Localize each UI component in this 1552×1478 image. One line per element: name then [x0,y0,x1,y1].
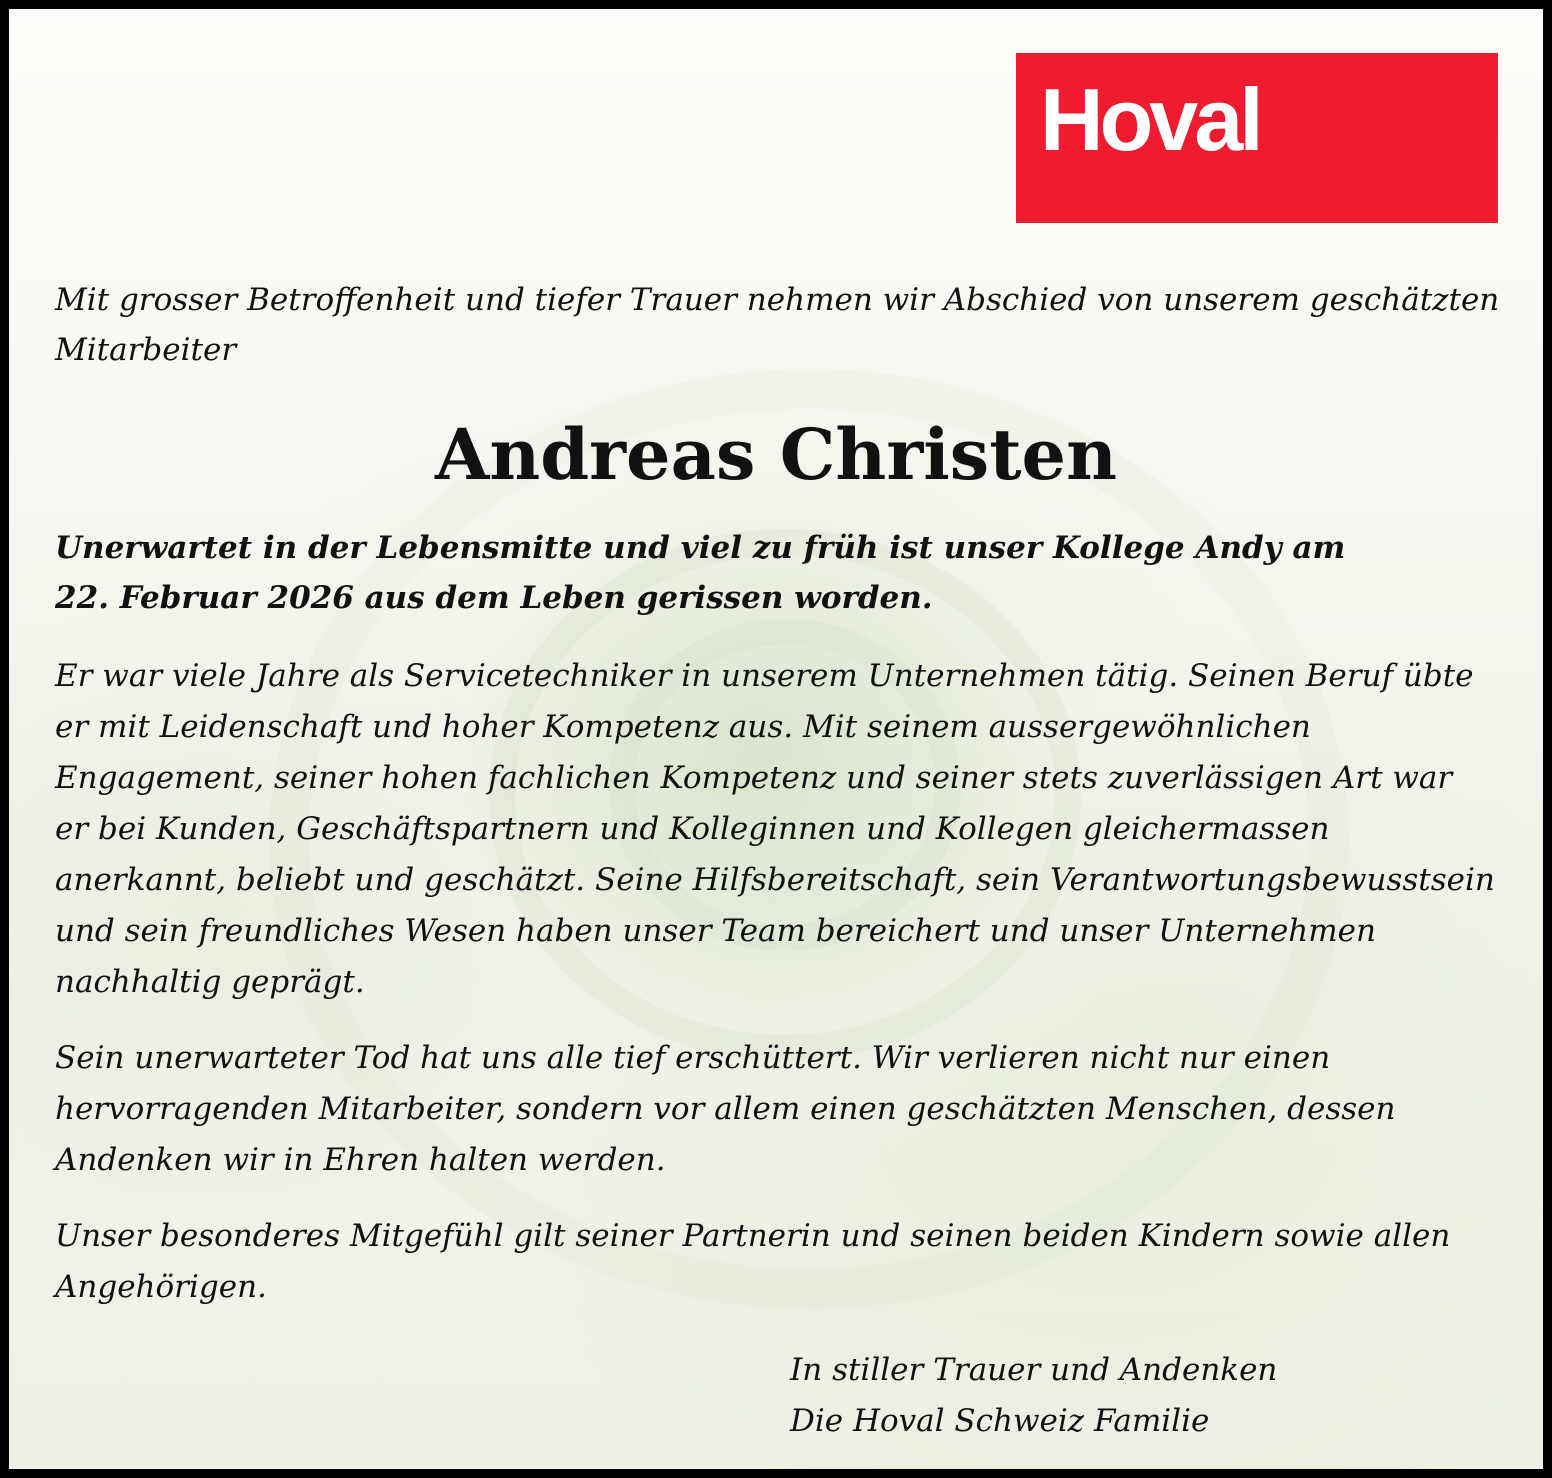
paragraph-line: Unser besonderes Mitgefühl gilt seiner Partnerin und seinen beiden Kindern sowie allen [55,1218,1451,1254]
signature-line: Die Hoval Schweiz Familie [790,1403,1210,1439]
paragraph-line: Sein unerwarteter Tod hat uns alle tief erschüttert. Wir verlieren nicht nur einen [55,1040,1331,1076]
paragraph-line: hervorragenden Mitarbeiter, sondern vor allem einen geschätzten Menschen, dessen [55,1091,1396,1127]
paragraph-line: Er war viele Jahre als Servicetechniker in unserem Unternehmen tätig. Seinen Beruf übte [55,658,1474,694]
signature [790,1345,1510,1447]
lead-line: 22. Februar 2026 aus dem Leben gerissen worden. [55,580,933,616]
paragraph-line: Engagement, seiner hohen fachlichen Kompetenz und seiner stets zuverlässigen Art war [55,760,1453,796]
paragraph-line: nachhaltig geprägt. [55,964,365,1000]
lead-text [55,523,1515,623]
paragraph-line: Angehörigen. [55,1269,267,1305]
paragraph-line: er mit Leidenschaft und hoher Kompetenz aus. Mit seinem aussergewöhnlichen [55,709,1311,745]
deceased-name: Andreas Christen [435,413,1117,496]
paragraph-line: Andenken wir in Ehren halten werden. [55,1142,666,1178]
intro-line: Mitarbeiter [55,332,237,368]
paragraph-line: anerkannt, beliebt und geschätzt. Seine Hilfsbereitschaft, sein Verantwortungsbewusstsein [55,862,1495,898]
lead-line: Unerwartet in der Lebensmitte und viel zu früh ist unser Kollege Andy am [55,530,1346,566]
paragraph-grief [55,1033,1515,1186]
hoval-logo-text: Hoval [1040,70,1260,169]
hoval-logo [1016,53,1498,223]
paragraph-line: und sein freundliches Wesen haben unser Team bereichert und unser Unternehmen [55,913,1376,949]
signature-line: In stiller Trauer und Andenken [790,1352,1278,1388]
intro-text [55,275,1515,375]
paragraph-tribute [55,651,1515,1008]
intro-line: Mit grosser Betroffenheit und tiefer Trauer nehmen wir Abschied von unserem geschätzten [55,282,1500,318]
paragraph-condolence [55,1211,1515,1313]
paragraph-line: er bei Kunden, Geschäftspartnern und Kolleginnen und Kollegen gleichermassen [55,811,1330,847]
